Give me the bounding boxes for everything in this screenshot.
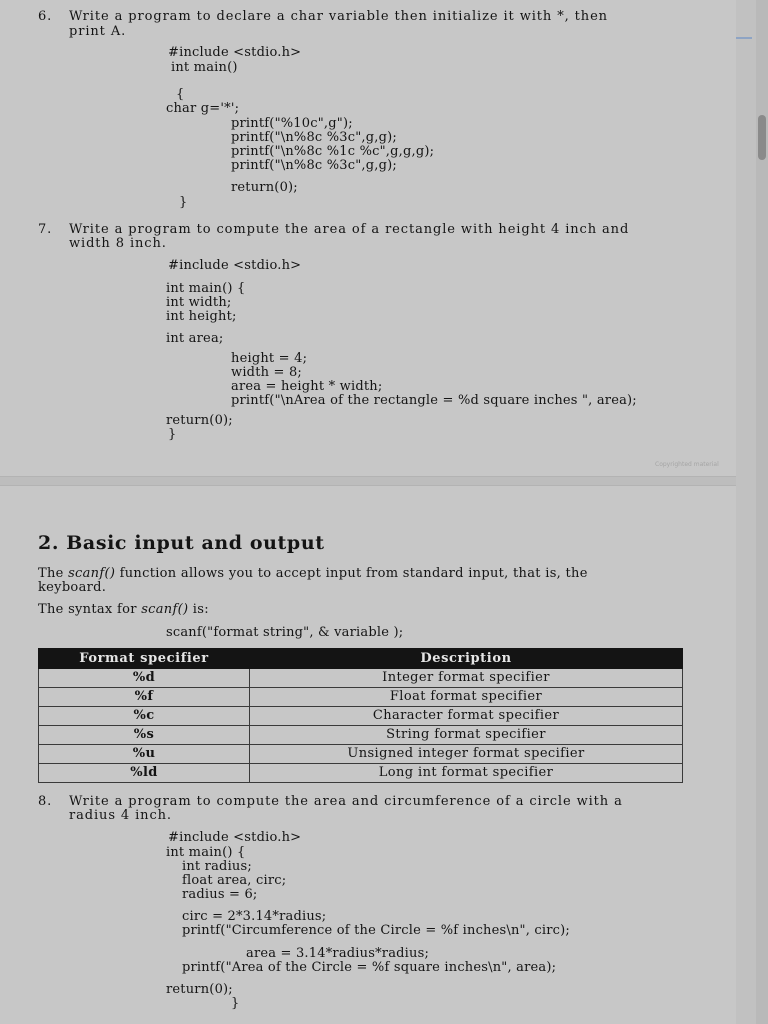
section-heading: 2. Basic input and output	[38, 532, 325, 554]
description-cell: Character format specifier	[250, 707, 683, 726]
format-specifier-table	[38, 648, 683, 783]
q8-code-circ-set: circ = 2*3.14*radius;	[182, 909, 327, 924]
specifier-cell: %u	[39, 745, 250, 764]
q7-code-close-brace: }	[168, 427, 177, 442]
q8-code-area-set: area = 3.14*radius*radius;	[246, 946, 430, 961]
specifier-cell: %d	[39, 669, 250, 688]
q7-code-height-decl: int height;	[166, 309, 237, 324]
q7-text-line1: Write a program to compute the area of a rectangle with height 4 inch and	[69, 222, 630, 237]
q7-number: 7.	[38, 222, 53, 237]
q8-text-line2: radius 4 inch.	[69, 808, 172, 823]
table-row	[39, 707, 683, 726]
q7-code-printf: printf("\nArea of the rectangle = %d square inches ", area);	[231, 393, 637, 408]
q6-code-char-decl: char g='*';	[166, 101, 240, 116]
vertical-scrollbar[interactable]	[756, 0, 768, 1024]
description-cell: Unsigned integer format specifier	[250, 745, 683, 764]
q6-code-open-brace: {	[176, 87, 185, 102]
q6-code-printf-1: printf("%10c",g");	[231, 116, 353, 131]
intro-func-name: scanf()	[68, 566, 116, 581]
q8-code-printf-circ: printf("Circumference of the Circle = %f inches\n", circ);	[182, 923, 570, 938]
description-cell: String format specifier	[250, 726, 683, 745]
q7-code-area-set: area = height * width;	[231, 379, 383, 394]
q6-text-line2: print A.	[69, 24, 127, 39]
page-divider	[0, 476, 736, 486]
table-row	[39, 669, 683, 688]
q6-code-include: #include <stdio.h>	[168, 45, 302, 60]
q6-code-printf-4: printf("\n%8c %3c",g,g);	[231, 158, 397, 173]
specifier-cell: %c	[39, 707, 250, 726]
q8-text-line1: Write a program to compute the area and circumference of a circle with a	[69, 794, 623, 809]
description-cell: Long int format specifier	[250, 764, 683, 783]
q8-code-include: #include <stdio.h>	[168, 830, 302, 845]
description-cell: Float format specifier	[250, 688, 683, 707]
table-header-row	[39, 649, 683, 669]
q8-code-printf-area: printf("Area of the Circle = %f square inches\n", area);	[182, 960, 557, 975]
q6-code-return: return(0);	[231, 180, 298, 195]
syntax-text-b: is:	[188, 602, 209, 617]
q7-code-height-set: height = 4;	[231, 351, 308, 366]
q8-code-radius-decl: int radius;	[182, 859, 252, 874]
syntax-code: scanf("format string", & variable );	[166, 625, 404, 640]
specifier-cell: %ld	[39, 764, 250, 783]
q8-code-float-decl: float area, circ;	[182, 873, 287, 888]
q6-code-printf-2: printf("\n%8c %3c",g,g);	[231, 130, 397, 145]
table-row	[39, 745, 683, 764]
q6-code-close-brace: }	[179, 195, 188, 210]
syntax-line	[38, 602, 209, 617]
q8-code-close-brace: }	[231, 996, 240, 1011]
q6-number: 6.	[38, 9, 53, 24]
table-row	[39, 726, 683, 745]
specifier-cell: %s	[39, 726, 250, 745]
q8-code-radius-set: radius = 6;	[182, 887, 258, 902]
syntax-text-a: The syntax for	[38, 602, 142, 617]
copyright-watermark: Copyrighted material	[655, 461, 719, 468]
q7-code-main: int main() {	[166, 281, 246, 296]
q7-code-width-set: width = 8;	[231, 365, 303, 380]
q7-text-line2: width 8 inch.	[69, 236, 167, 251]
intro-line1	[38, 566, 588, 581]
specifier-cell: %f	[39, 688, 250, 707]
table-header-description: Description	[250, 649, 683, 669]
intro-line2: keyboard.	[38, 580, 107, 595]
intro-text-a: The	[38, 566, 69, 581]
q8-code-main: int main() {	[166, 845, 246, 860]
table-row	[39, 688, 683, 707]
q7-code-area-decl: int area;	[166, 331, 224, 346]
scrollbar-thumb[interactable]	[758, 115, 766, 160]
q7-code-include: #include <stdio.h>	[168, 258, 302, 273]
description-cell: Integer format specifier	[250, 669, 683, 688]
q8-code-return: return(0);	[166, 982, 233, 997]
table-row	[39, 764, 683, 783]
intro-text-b: function allows you to accept input from standard input, that is, the	[115, 566, 588, 581]
q6-text-line1: Write a program to declare a char variable then initialize it with *, then	[69, 9, 608, 24]
q7-code-return: return(0);	[166, 413, 233, 428]
page-marker	[736, 37, 752, 39]
q6-code-main: int main()	[171, 60, 238, 75]
q6-code-printf-3: printf("\n%8c %1c %c",g,g,g);	[231, 144, 435, 159]
q8-number: 8.	[38, 794, 53, 809]
table-header-specifier: Format specifier	[39, 649, 250, 669]
syntax-func-name: scanf()	[141, 602, 189, 617]
q7-code-width-decl: int width;	[166, 295, 232, 310]
